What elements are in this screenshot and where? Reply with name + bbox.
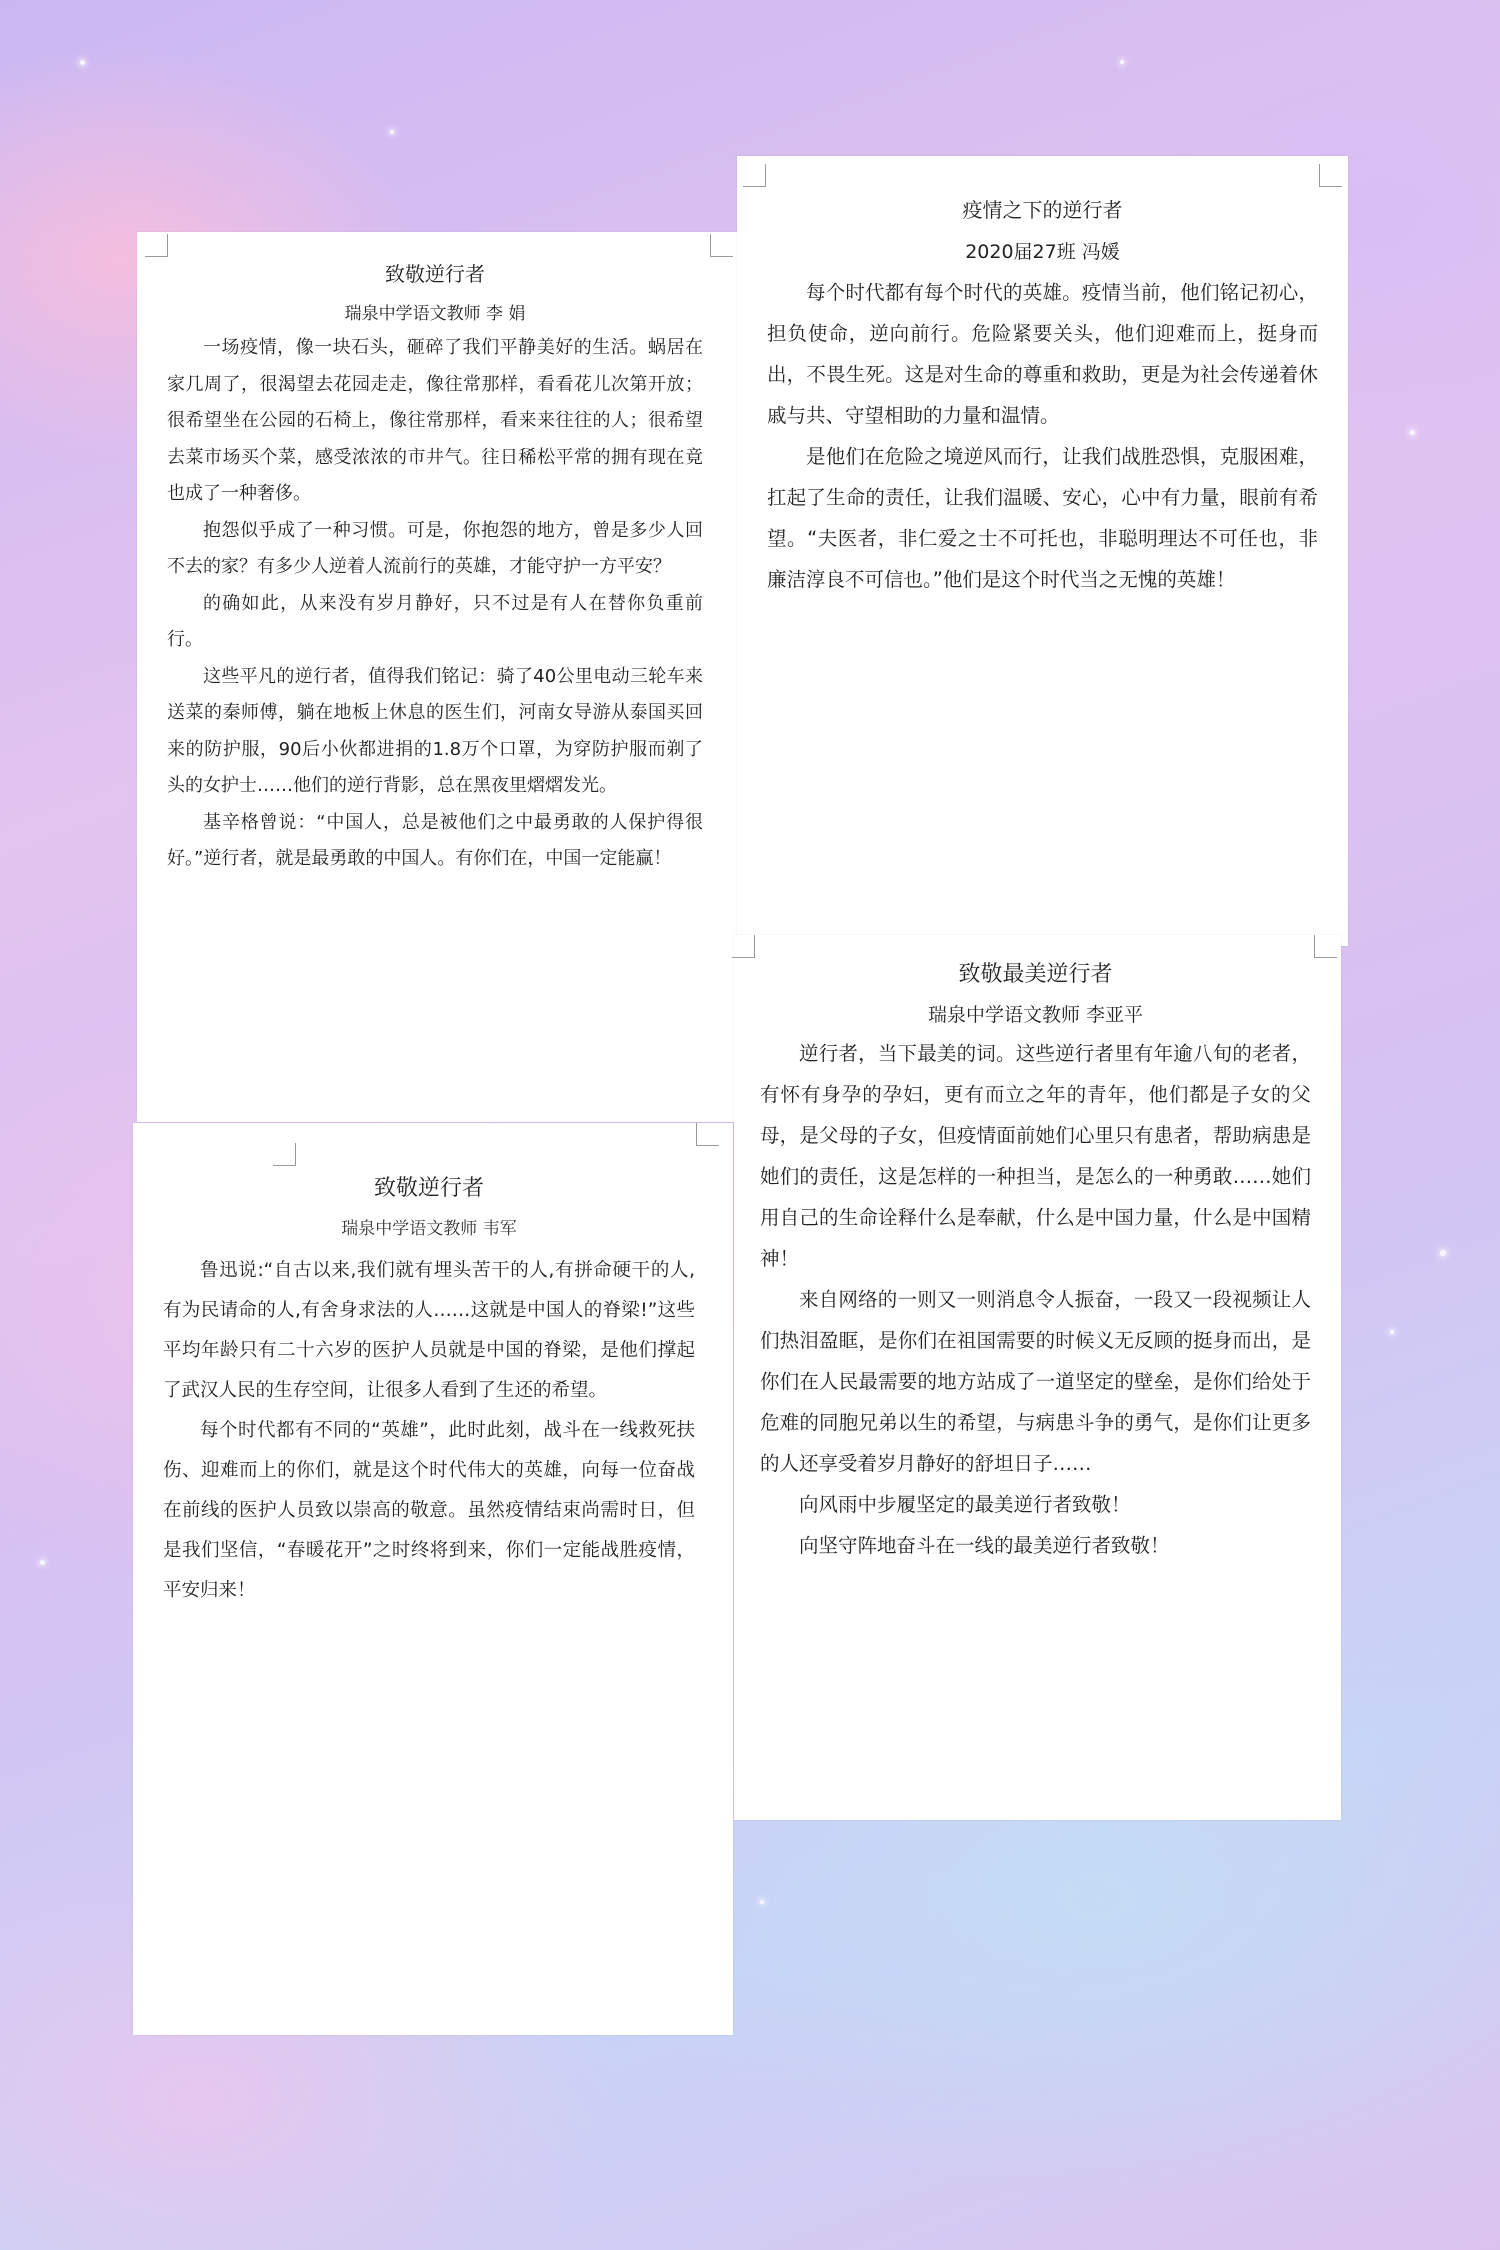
essay-author: 瑞泉中学语文教师 韦军: [341, 1219, 517, 1239]
sparkle: [1410, 430, 1415, 435]
sparkle: [390, 130, 394, 134]
sparkle: [1390, 1330, 1394, 1334]
essay-page-1: [137, 232, 741, 1122]
essay-paragraph: 抱怨似乎成了一种习惯。可是，你抱怨的地方，曾是多少人回不去的家？有多少人逆着人流前行的英雄，才能守护一方平安？: [167, 519, 703, 577]
essay-paragraph: 一场疫情，像一块石头，砸碎了我们平静美好的生活。蜗居在家几周了，很渴望去花园走走，像往常那样，看看花儿次第开放；很希望坐在公园的石椅上，像往常那样，看来来往往的人；很希望去菜市场买个菜，感受浓浓的市井气。往日稀松平常的拥有现在竟也成了一种奢侈。: [167, 337, 703, 504]
essay-author: 2020届27班 冯媛: [965, 241, 1120, 263]
essay-paragraph: 是他们在危险之境逆风而行，让我们战胜恐惧，克服困难，扛起了生命的责任，让我们温暖、安心，心中有力量，眼前有希望。“夫医者，非仁爱之士不可托也，非聪明理达不可任也，非廉洁淳良不可信也。”他们是这个时代当之无愧的英雄！: [767, 445, 1318, 591]
crop-mark-left: [145, 234, 168, 257]
essay-author: 瑞泉中学语文教师 李 娟: [344, 304, 526, 324]
essay-paragraph: 向风雨中步履坚定的最美逆行者致敬！: [799, 1493, 1131, 1516]
essay-paragraph: 向坚守阵地奋斗在一线的最美逆行者致敬！: [799, 1534, 1170, 1557]
crop-mark-left: [732, 935, 755, 958]
crop-mark-left: [743, 164, 766, 187]
sparkle: [760, 1900, 764, 1904]
sparkle: [1440, 1250, 1446, 1256]
essay-paragraph: 的确如此，从来没有岁月静好，只不过是有人在替你负重前行。: [167, 592, 703, 650]
essay-page-4: [734, 935, 1341, 1820]
essay-paragraph: 基辛格曾说：“中国人，总是被他们之中最勇敢的人保护得很好。”逆行者，就是最勇敢的中国人。有你们在，中国一定能赢！: [167, 811, 703, 869]
essay-author: 瑞泉中学语文教师 李亚平: [927, 1004, 1144, 1026]
crop-mark-right: [1319, 164, 1342, 187]
essay-paragraph: 每个时代都有不同的“英雄”，此时此刻，战斗在一线救死扶伤、迎难而上的你们，就是这个时代伟大的英雄，向每一位奋战在前线的医护人员致以崇高的敬意。虽然疫情结束尚需时日，但是我们坚信，“春暖花开”之时终将到来，你们一定能战胜疫情，平安归来！: [163, 1420, 695, 1601]
crop-mark-right: [696, 1123, 719, 1146]
sparkle: [40, 1560, 45, 1565]
crop-mark-right: [1314, 935, 1337, 958]
essay-paragraph: 来自网络的一则又一则消息令人振奋，一段又一段视频让人们热泪盈眶，是你们在祖国需要的时候义无反顾的挺身而出，是你们在人民最需要的地方站成了一道坚定的壁垒，是你们给处于危难的同胞兄弟以生的希望，与病患斗争的勇气，是你们让更多的人还享受着岁月静好的舒坦日子……: [760, 1288, 1311, 1475]
essay-page-2: [737, 156, 1348, 946]
essay-paragraph: 逆行者，当下最美的词。这些逆行者里有年逾八旬的老者，有怀有身孕的孕妇，更有而立之年的青年，他们都是子女的父母，是父母的子女，但疫情面前她们心里只有患者，帮助病患是她们的责任，这是怎样的一种担当，是怎么的一种勇敢……她们用自己的生命诠释什么是奉献，什么是中国力量，什么是中国精神！: [760, 1042, 1311, 1270]
essay-paragraph: 鲁迅说:“自古以来,我们就有埋头苦干的人,有拼命硬干的人,有为民请命的人,有舍身求法的人……这就是中国人的脊梁!”这些平均年龄只有二十六岁的医护人员就是中国的脊梁，是他们撑起了武汉人民的生存空间，让很多人看到了生还的希望。: [163, 1260, 695, 1401]
crop-mark-right: [710, 234, 733, 257]
essay-title: 致敬逆行者: [373, 1176, 484, 1201]
essay-paragraph: 每个时代都有每个时代的英雄。疫情当前，他们铭记初心，担负使命，逆向前行。危险紧要关头，他们迎难而上，挺身而出，不畏生死。这是对生命的尊重和救助，更是为社会传递着休戚与共、守望相助的力量和温情。: [767, 281, 1318, 427]
sparkle: [80, 60, 85, 65]
essay-title: 致敬逆行者: [385, 262, 485, 286]
sparkle: [1120, 60, 1124, 64]
essay-title: 疫情之下的逆行者: [962, 198, 1123, 222]
essay-title: 致敬最美逆行者: [958, 962, 1113, 987]
crop-mark-left: [273, 1143, 296, 1166]
essay-paragraph: 这些平凡的逆行者，值得我们铭记：骑了40公里电动三轮车来送菜的秦师傅，躺在地板上休息的医生们，河南女导游从泰国买回来的防护服，90后小伙都进捐的1.8万个口罩，为穿防护服而剃了头的女护士……他们的逆行背影，总在黑夜里熠熠发光。: [167, 665, 703, 796]
essay-page-3: [133, 1123, 733, 2035]
